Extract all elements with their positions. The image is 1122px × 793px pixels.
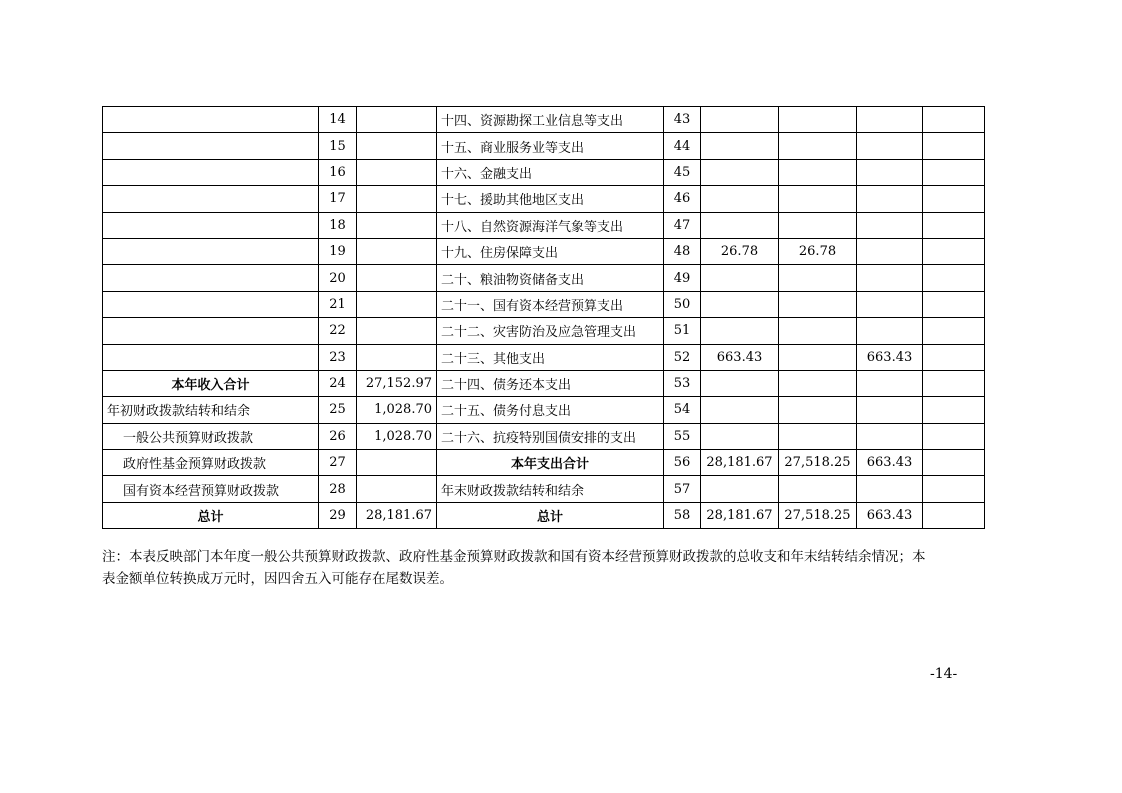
expense-total-cell (701, 159, 779, 185)
income-row-number-cell: 15 (319, 133, 357, 159)
income-amount-cell (357, 186, 437, 212)
expense-total-cell (701, 212, 779, 238)
expense-label-cell: 十六、金融支出 (437, 159, 664, 185)
expense-total-cell (701, 370, 779, 396)
table-row (103, 344, 985, 370)
fund-budget-cell (857, 291, 923, 317)
expense-total-cell (701, 133, 779, 159)
general-budget-cell: 27,518.25 (779, 450, 857, 476)
income-row-number-cell: 19 (319, 238, 357, 264)
expense-row-number-cell: 43 (664, 107, 701, 133)
expense-row-number-cell: 53 (664, 370, 701, 396)
state-capital-budget-cell (923, 502, 985, 528)
income-row-number-cell: 14 (319, 107, 357, 133)
expense-label-cell: 十九、住房保障支出 (437, 238, 664, 264)
expense-total-cell (701, 291, 779, 317)
income-row-number-cell: 22 (319, 318, 357, 344)
table-note (102, 546, 984, 590)
general-budget-cell (779, 212, 857, 238)
income-amount-cell (357, 450, 437, 476)
expense-total-cell: 28,181.67 (701, 502, 779, 528)
expense-total-cell: 26.78 (701, 238, 779, 264)
income-label-cell (103, 265, 319, 291)
fund-budget-cell: 663.43 (857, 502, 923, 528)
state-capital-budget-cell (923, 186, 985, 212)
expense-label-cell: 年末财政拨款结转和结余 (437, 476, 664, 502)
expense-label-cell: 二十五、债务付息支出 (437, 397, 664, 423)
income-amount-cell (357, 318, 437, 344)
expense-row-number-cell: 46 (664, 186, 701, 212)
income-label-cell: 年初财政拨款结转和结余 (103, 397, 319, 423)
state-capital-budget-cell (923, 133, 985, 159)
fund-budget-cell (857, 476, 923, 502)
table-row (103, 476, 985, 502)
table-row (103, 502, 985, 528)
state-capital-budget-cell (923, 423, 985, 449)
expense-row-number-cell: 44 (664, 133, 701, 159)
income-label-cell: 政府性基金预算财政拨款 (103, 450, 319, 476)
expense-label-cell: 十五、商业服务业等支出 (437, 133, 664, 159)
income-row-number-cell: 27 (319, 450, 357, 476)
expense-label-cell: 二十六、抗疫特别国债安排的支出 (437, 423, 664, 449)
income-label-cell: 国有资本经营预算财政拨款 (103, 476, 319, 502)
expense-row-number-cell: 51 (664, 318, 701, 344)
income-amount-cell: 27,152.97 (357, 370, 437, 396)
fund-budget-cell (857, 265, 923, 291)
expense-row-number-cell: 50 (664, 291, 701, 317)
expense-total-cell (701, 476, 779, 502)
expense-row-number-cell: 52 (664, 344, 701, 370)
income-row-number-cell: 20 (319, 265, 357, 291)
table-row (103, 133, 985, 159)
income-label-cell (103, 212, 319, 238)
general-budget-cell (779, 107, 857, 133)
expense-row-number-cell: 48 (664, 238, 701, 264)
income-amount-cell: 1,028.70 (357, 423, 437, 449)
income-row-number-cell: 17 (319, 186, 357, 212)
expense-label-cell: 二十、粮油物资储备支出 (437, 265, 664, 291)
state-capital-budget-cell (923, 159, 985, 185)
income-label-cell (103, 238, 319, 264)
fund-budget-cell: 663.43 (857, 450, 923, 476)
general-budget-cell (779, 423, 857, 449)
expense-total-cell (701, 107, 779, 133)
income-label-cell (103, 291, 319, 317)
general-budget-cell (779, 397, 857, 423)
income-row-number-cell: 26 (319, 423, 357, 449)
expense-row-number-cell: 47 (664, 212, 701, 238)
expense-total-cell: 663.43 (701, 344, 779, 370)
income-label-cell (103, 159, 319, 185)
income-amount-cell (357, 291, 437, 317)
income-row-number-cell: 16 (319, 159, 357, 185)
expense-label-cell: 十四、资源勘探工业信息等支出 (437, 107, 664, 133)
income-row-number-cell: 29 (319, 502, 357, 528)
table-row (103, 159, 985, 185)
fund-budget-cell (857, 238, 923, 264)
general-budget-cell (779, 476, 857, 502)
general-budget-cell: 27,518.25 (779, 502, 857, 528)
fund-budget-cell (857, 186, 923, 212)
income-amount-cell: 28,181.67 (357, 502, 437, 528)
income-label-cell: 一般公共预算财政拨款 (103, 423, 319, 449)
state-capital-budget-cell (923, 370, 985, 396)
note-line-2: 表金额单位转换成万元时，因四舍五入可能存在尾数误差。 (102, 571, 453, 587)
expense-label-cell: 二十二、灾害防治及应急管理支出 (437, 318, 664, 344)
general-budget-cell (779, 265, 857, 291)
fund-budget-cell (857, 133, 923, 159)
budget-table (102, 106, 985, 529)
table-row (103, 107, 985, 133)
table-row (103, 450, 985, 476)
state-capital-budget-cell (923, 107, 985, 133)
fund-budget-cell (857, 107, 923, 133)
table-row (103, 238, 985, 264)
state-capital-budget-cell (923, 238, 985, 264)
general-budget-cell (779, 318, 857, 344)
table-row (103, 186, 985, 212)
income-label-cell: 总计 (103, 502, 319, 528)
income-amount-cell (357, 212, 437, 238)
page-number: -14- (930, 666, 958, 682)
table-row (103, 318, 985, 344)
table-row (103, 265, 985, 291)
income-label-cell (103, 186, 319, 212)
income-row-number-cell: 25 (319, 397, 357, 423)
expense-row-number-cell: 58 (664, 502, 701, 528)
state-capital-budget-cell (923, 476, 985, 502)
expense-row-number-cell: 56 (664, 450, 701, 476)
general-budget-cell (779, 344, 857, 370)
expense-row-number-cell: 54 (664, 397, 701, 423)
state-capital-budget-cell (923, 344, 985, 370)
expense-label-cell: 总计 (437, 502, 664, 528)
income-amount-cell (357, 159, 437, 185)
note-line-1: 注：本表反映部门本年度一般公共预算财政拨款、政府性基金预算财政拨款和国有资本经营预算财政拨款的总收支和年末结转结余情况；本 (102, 549, 926, 565)
expense-label-cell: 十八、自然资源海洋气象等支出 (437, 212, 664, 238)
expense-label-cell: 二十三、其他支出 (437, 344, 664, 370)
income-label-cell (103, 318, 319, 344)
general-budget-cell (779, 186, 857, 212)
table-row (103, 397, 985, 423)
table-body (103, 107, 985, 529)
income-row-number-cell: 23 (319, 344, 357, 370)
expense-row-number-cell: 57 (664, 476, 701, 502)
fund-budget-cell (857, 212, 923, 238)
fund-budget-cell (857, 159, 923, 185)
income-label-cell (103, 133, 319, 159)
income-amount-cell (357, 344, 437, 370)
expense-label-cell: 本年支出合计 (437, 450, 664, 476)
general-budget-cell (779, 159, 857, 185)
state-capital-budget-cell (923, 212, 985, 238)
fund-budget-cell (857, 318, 923, 344)
income-amount-cell (357, 476, 437, 502)
income-amount-cell (357, 107, 437, 133)
income-amount-cell: 1,028.70 (357, 397, 437, 423)
income-row-number-cell: 18 (319, 212, 357, 238)
expense-row-number-cell: 55 (664, 423, 701, 449)
fund-budget-cell (857, 397, 923, 423)
income-row-number-cell: 24 (319, 370, 357, 396)
expense-total-cell (701, 318, 779, 344)
general-budget-cell (779, 291, 857, 317)
expense-total-cell (701, 423, 779, 449)
table-row (103, 212, 985, 238)
income-amount-cell (357, 238, 437, 264)
income-row-number-cell: 28 (319, 476, 357, 502)
state-capital-budget-cell (923, 318, 985, 344)
state-capital-budget-cell (923, 291, 985, 317)
income-label-cell (103, 344, 319, 370)
table-row (103, 423, 985, 449)
fund-budget-cell (857, 370, 923, 396)
income-label-cell: 本年收入合计 (103, 370, 319, 396)
fund-budget-cell (857, 423, 923, 449)
general-budget-cell: 26.78 (779, 238, 857, 264)
income-amount-cell (357, 265, 437, 291)
expense-total-cell (701, 265, 779, 291)
expense-row-number-cell: 45 (664, 159, 701, 185)
expense-total-cell (701, 186, 779, 212)
state-capital-budget-cell (923, 265, 985, 291)
expense-label-cell: 十七、援助其他地区支出 (437, 186, 664, 212)
general-budget-cell (779, 370, 857, 396)
income-amount-cell (357, 133, 437, 159)
income-row-number-cell: 21 (319, 291, 357, 317)
table-row (103, 291, 985, 317)
state-capital-budget-cell (923, 450, 985, 476)
expense-label-cell: 二十一、国有资本经营预算支出 (437, 291, 664, 317)
expense-total-cell: 28,181.67 (701, 450, 779, 476)
general-budget-cell (779, 133, 857, 159)
income-label-cell (103, 107, 319, 133)
expense-row-number-cell: 49 (664, 265, 701, 291)
table-row (103, 370, 985, 396)
state-capital-budget-cell (923, 397, 985, 423)
expense-total-cell (701, 397, 779, 423)
expense-label-cell: 二十四、债务还本支出 (437, 370, 664, 396)
fund-budget-cell: 663.43 (857, 344, 923, 370)
